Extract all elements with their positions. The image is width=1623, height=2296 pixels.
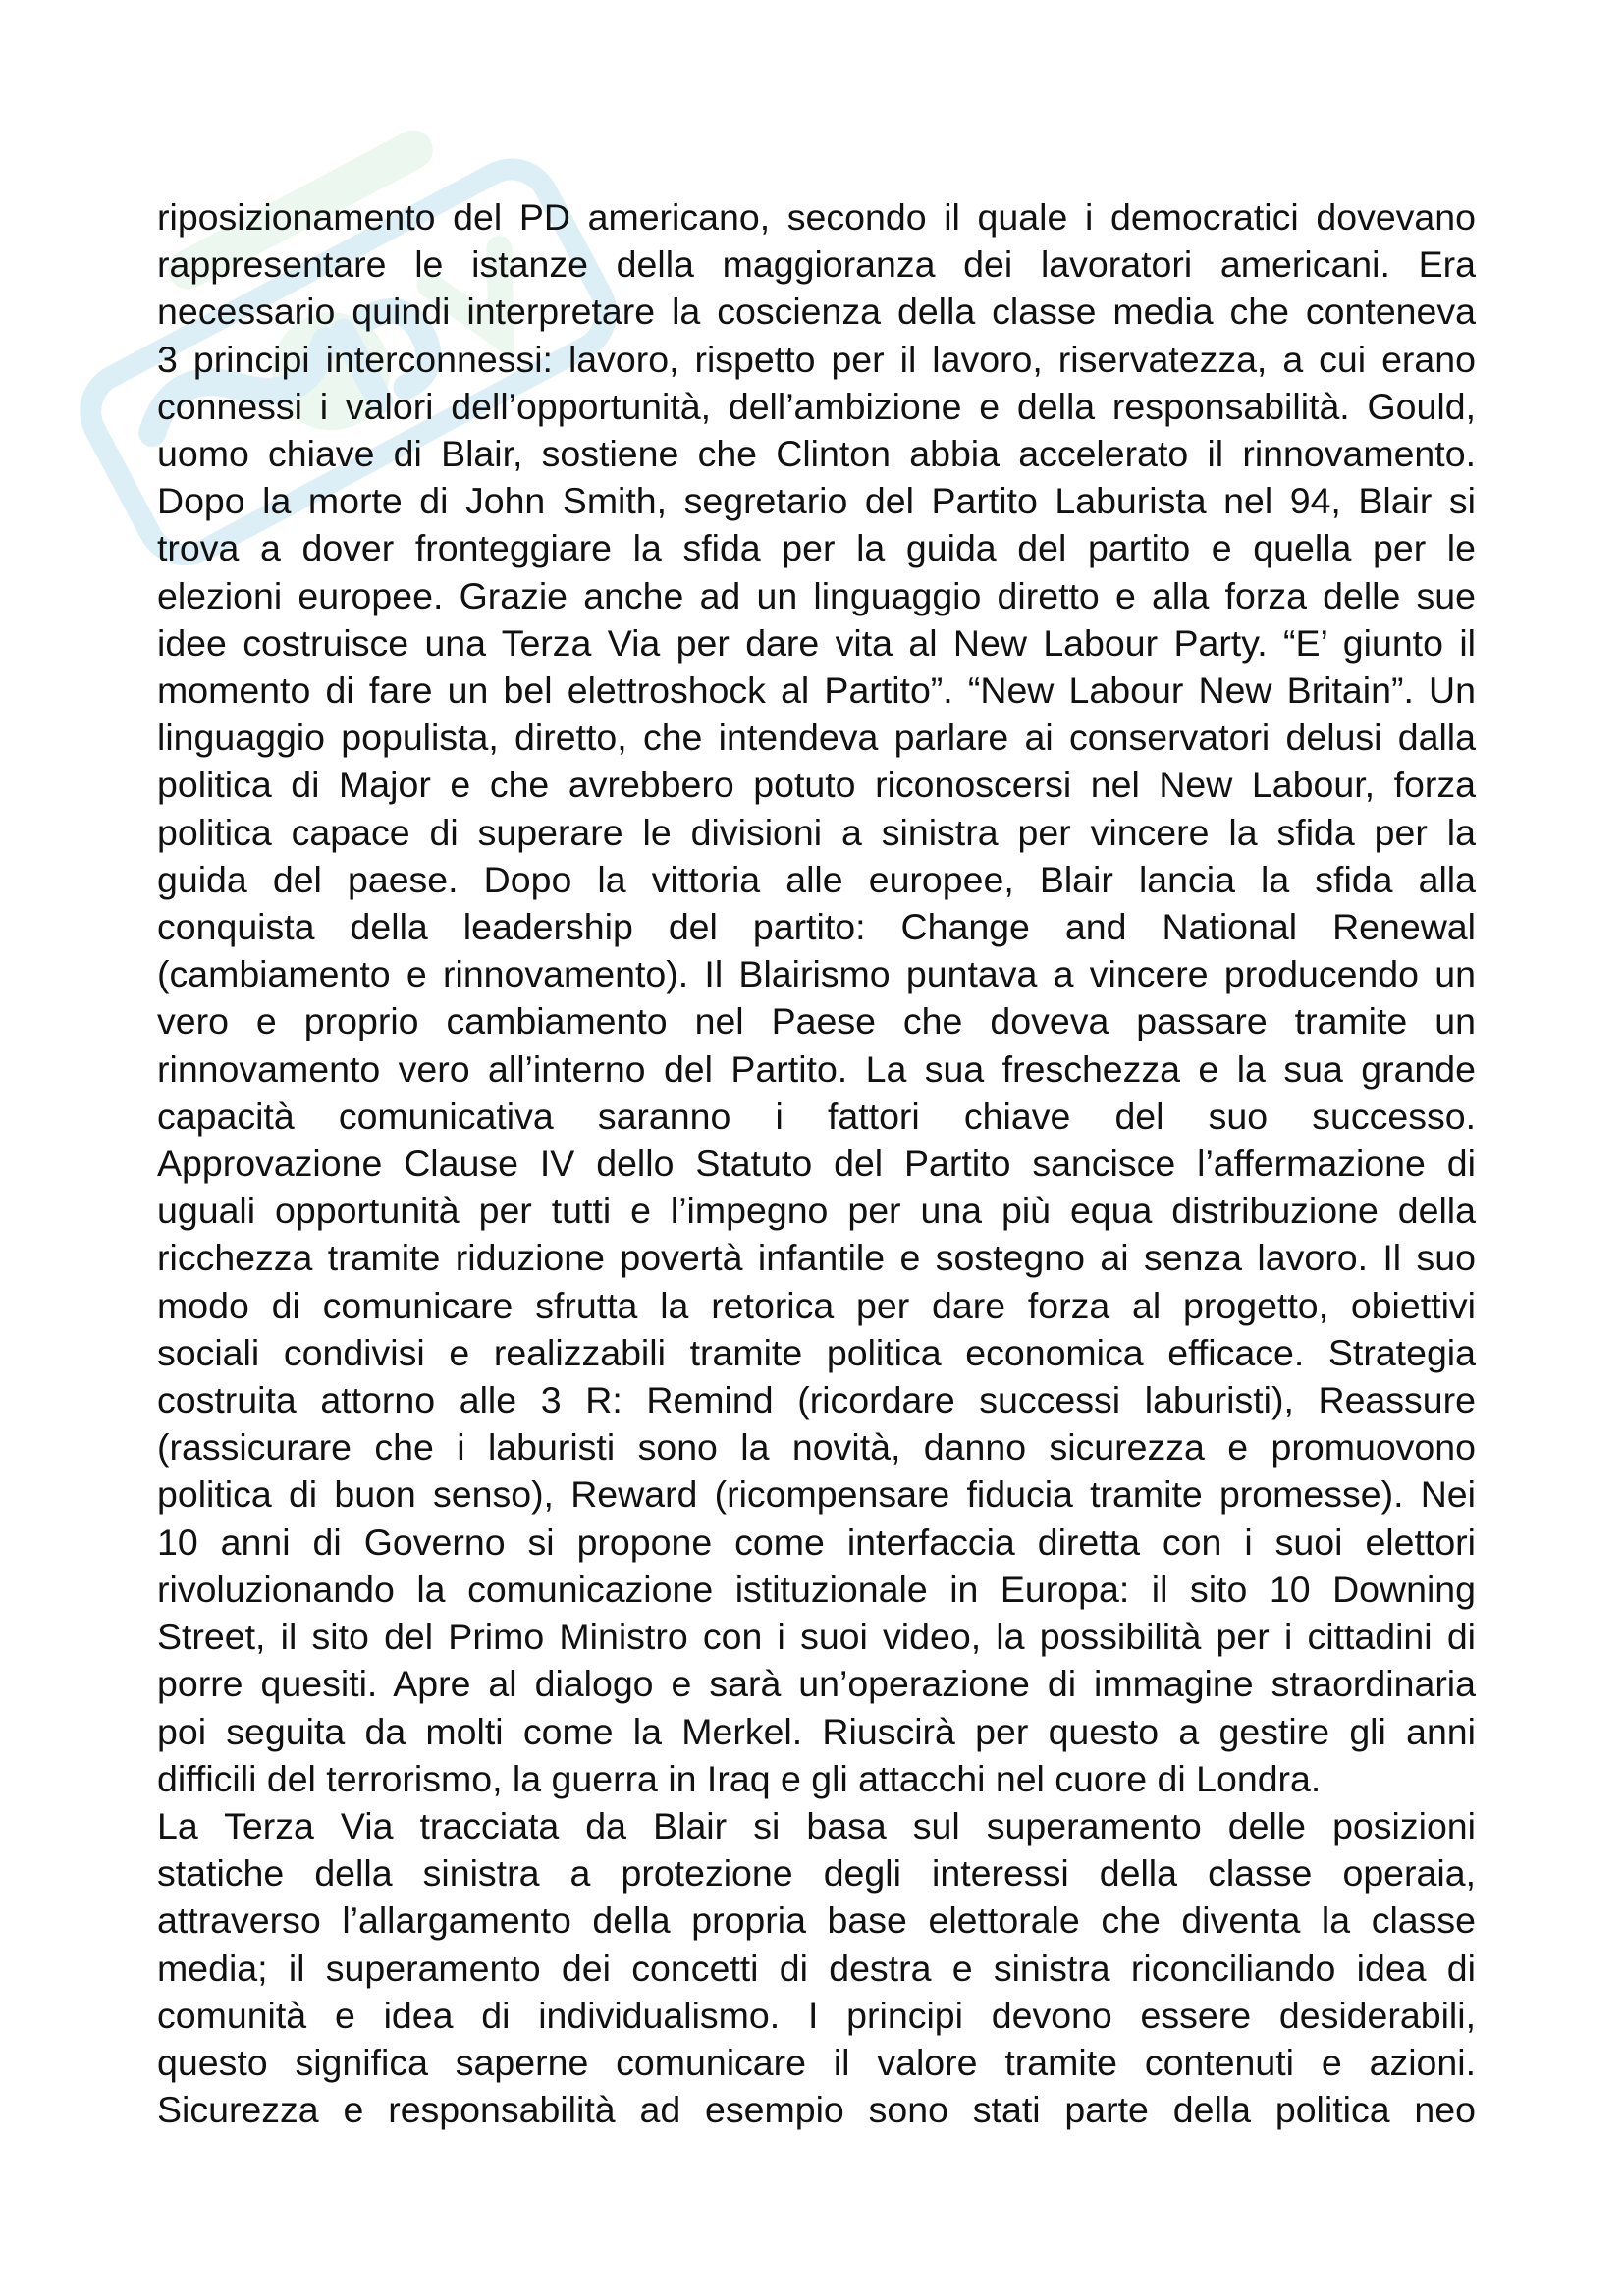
text-line: Approvazione Clause IV dello Statuto del Partito sancisce l’affermazione di <box>157 1143 1476 1185</box>
text-line: conquista della leadership del partito: Change and National Renewal <box>157 906 1476 948</box>
text-line: difficili del terrorismo, la guerra in Iraq e gli attacchi nel cuore di Londra. <box>157 1757 1322 1799</box>
text-line: riposizionamento del PD americano, secondo il quale i democratici dovevano <box>157 196 1476 238</box>
text-line: La Terza Via tracciata da Blair si basa sul superamento delle posizioni <box>157 1804 1476 1846</box>
text-line: poi seguita da molti come la Merkel. Riuscirà per questo a gestire gli anni <box>157 1710 1476 1752</box>
text-line: modo di comunicare sfrutta la retorica per dare forza al progetto, obiettivi <box>157 1284 1476 1326</box>
text-line: necessario quindi interpretare la coscienza della classe media che conteneva <box>157 291 1476 333</box>
body-text <box>157 193 1476 2133</box>
text-line: Sicurezza e responsabilità ad esempio sono stati parte della politica neo <box>157 2089 1476 2131</box>
text-line: comunità e idea di individualismo. I principi devono essere desiderabili, <box>157 1994 1476 2036</box>
text-line: sociali condivisi e realizzabili tramite politica economica efficace. Strategia <box>157 1331 1476 1373</box>
text-line: uguali opportunità per tutti e l’impegno per una più equa distribuzione della <box>157 1190 1476 1232</box>
text-line: rappresentare le istanze della maggioranza dei lavoratori americani. Era <box>157 243 1476 286</box>
text-line: porre quesiti. Apre al dialogo e sarà un’operazione di immagine straordinaria <box>157 1663 1476 1705</box>
text-line: 3 principi interconnessi: lavoro, rispetto per il lavoro, riservatezza, a cui erano <box>157 338 1476 380</box>
text-line: 10 anni di Governo si propone come interfaccia diretta con i suoi elettori <box>157 1521 1476 1563</box>
text-line: media; il superamento dei concetti di destra e sinistra riconciliando idea di <box>157 1947 1476 1989</box>
text-line: connessi i valori dell’opportunità, dell’ambizione e della responsabilità. Gould, <box>157 385 1476 427</box>
text-line: vero e proprio cambiamento nel Paese che doveva passare tramite un <box>157 1000 1476 1042</box>
text-line: costruita attorno alle 3 R: Remind (ricordare successi laburisti), Reassure <box>157 1379 1476 1421</box>
paragraph-1 <box>157 193 1476 1802</box>
text-line: guida del paese. Dopo la vittoria alle europee, Blair lancia la sfida alla <box>157 858 1476 900</box>
text-line: trova a dover fronteggiare la sfida per la guida del partito e quella per le <box>157 527 1476 569</box>
text-line: (cambiamento e rinnovamento). Il Blairismo puntava a vincere producendo un <box>157 953 1476 995</box>
text-line: capacità comunicativa saranno i fattori chiave del suo successo. <box>157 1095 1476 1137</box>
paragraph-2 <box>157 1802 1476 2133</box>
text-line: questo significa saperne comunicare il valore tramite contenuti e azioni. <box>157 2041 1476 2083</box>
text-line: Dopo la morte di John Smith, segretario del Partito Laburista nel 94, Blair si <box>157 480 1476 522</box>
text-line: attraverso l’allargamento della propria base elettorale che diventa la classe <box>157 1899 1476 1942</box>
text-line: (rassicurare che i laburisti sono la novità, danno sicurezza e promuovono <box>157 1426 1476 1468</box>
text-line: politica capace di superare le divisioni a sinistra per vincere la sfida per la <box>157 811 1476 853</box>
text-line: Street, il sito del Primo Ministro con i suoi video, la possibilità per i cittadini di <box>157 1616 1476 1658</box>
text-line: momento di fare un bel elettroshock al Partito”. “New Labour New Britain”. Un <box>157 669 1476 712</box>
text-line: rivoluzionando la comunicazione istituzionale in Europa: il sito 10 Downing <box>157 1568 1476 1610</box>
text-line: statiche della sinistra a protezione degli interessi della classe operaia, <box>157 1852 1476 1895</box>
text-line: ricchezza tramite riduzione povertà infantile e sostegno ai senza lavoro. Il suo <box>157 1237 1476 1279</box>
text-line: uomo chiave di Blair, sostiene che Clinton abbia accelerato il rinnovamento. <box>157 433 1476 475</box>
text-line: idee costruisce una Terza Via per dare vita al New Labour Party. “E’ giunto il <box>157 621 1476 664</box>
text-line: linguaggio populista, diretto, che intendeva parlare ai conservatori delusi dalla <box>157 717 1476 759</box>
text-line: elezioni europee. Grazie anche ad un linguaggio diretto e alla forza delle sue <box>157 574 1476 616</box>
text-line: politica di Major e che avrebbero potuto riconoscersi nel New Labour, forza <box>157 764 1476 806</box>
text-line: politica di buon senso), Reward (ricompensare fiducia tramite promesse). Nei <box>157 1473 1476 1516</box>
text-line: rinnovamento vero all’interno del Partito. La sua freschezza e la sua grande <box>157 1047 1476 1090</box>
